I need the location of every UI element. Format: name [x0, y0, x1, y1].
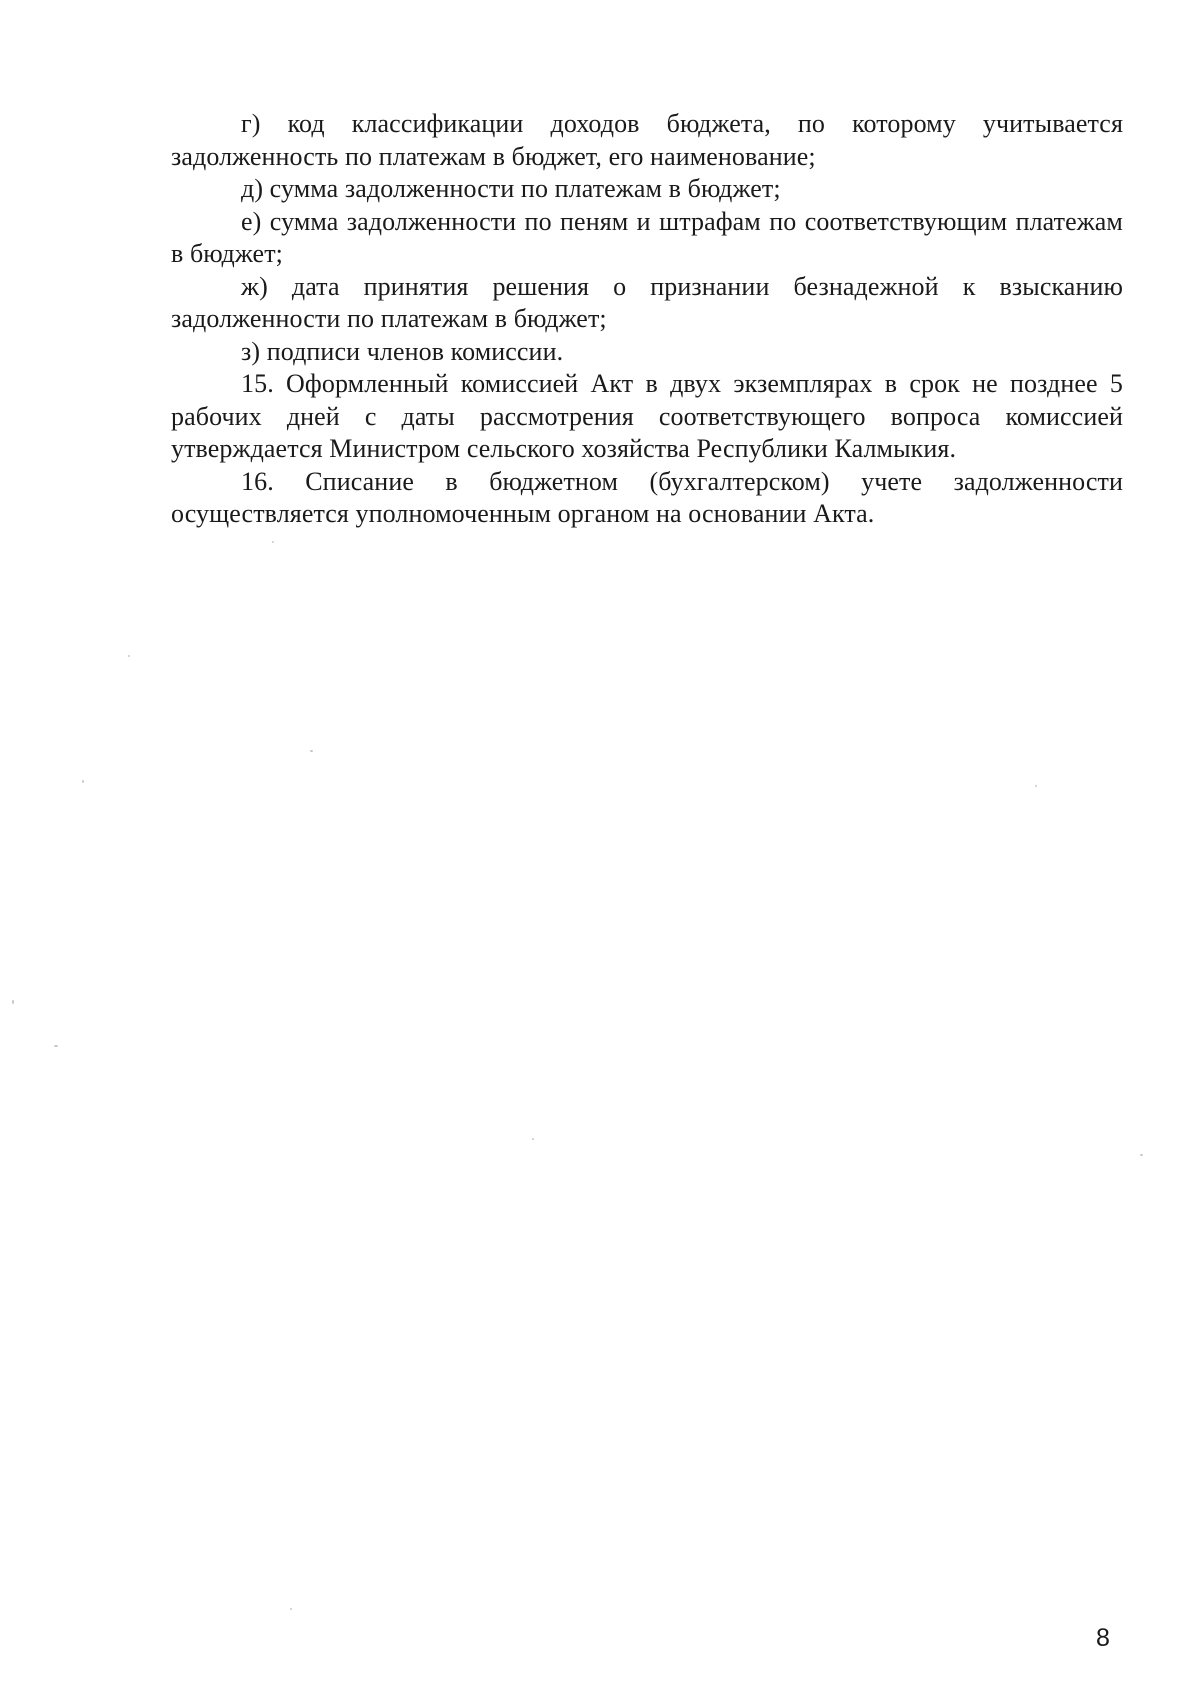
paragraph-clause-15: 15. Оформленный комиссией Акт в двух экземплярах в срок не позднее 5 рабочих дней с даты рассмотрения соответствующего вопроса комиссией утверждается Министром сельского хозяйства Республики Калмыкия. [171, 369, 1123, 463]
page-number: 8 [1096, 1624, 1110, 1652]
scan-speck [1035, 785, 1037, 787]
paragraph-clause-16: 16. Списание в бюджетном (бухгалтерском) учете задолженности осуществляется уполномоченным органом на основании Акта. [171, 466, 1123, 528]
paragraph-item-zh: ж) дата принятия решения о признании безнадежной к взысканию задолженности по платежам в бюджет; [171, 271, 1123, 333]
scan-speck [54, 1045, 58, 1047]
scan-speck [128, 655, 130, 657]
scan-speck [12, 1000, 14, 1004]
scan-speck [290, 1608, 292, 1610]
scan-speck [272, 541, 274, 543]
paragraph-item-e: е) сумма задолженности по пеням и штрафам по соответствующим платежам в бюджет; [171, 206, 1123, 268]
scan-speck [82, 780, 84, 783]
scan-speck [1140, 1154, 1143, 1156]
scan-speck [310, 750, 313, 752]
document-body [171, 108, 1123, 531]
paragraph-item-d: д) сумма задолженности по платежам в бюджет; [241, 174, 781, 203]
scan-speck [532, 1138, 534, 1140]
paragraph-item-z: з) подписи членов комиссии. [241, 336, 564, 366]
paragraph-item-g: г) код классификации доходов бюджета, по которому учитывается задолженность по платежам в бюджет, его наименование; [171, 109, 1123, 171]
